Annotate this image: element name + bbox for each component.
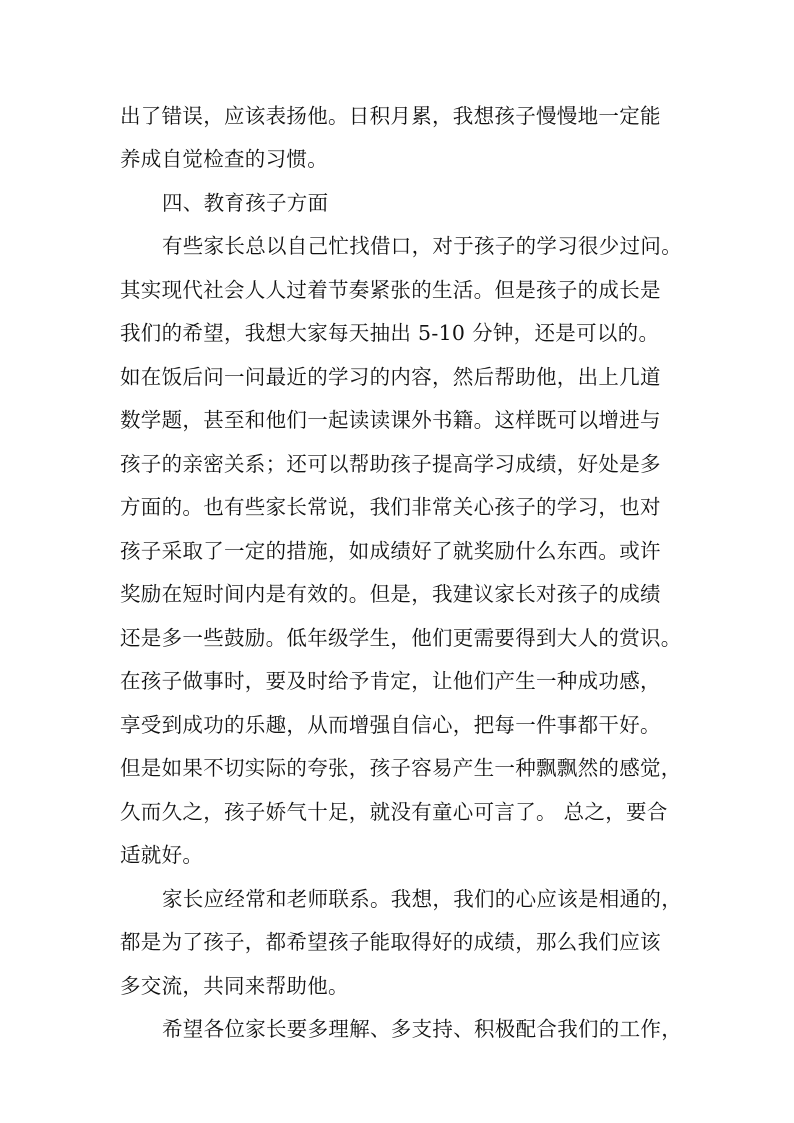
- body-line: 奖励在短时间内是有效的。但是，我建议家长对孩子的成绩: [120, 582, 661, 606]
- body-line: 多交流，共同来帮助他。: [120, 974, 349, 998]
- body-line: 我们的希望，我想大家每天抽出 5-10 分钟，还是可以的。: [120, 321, 660, 345]
- body-line: 出了错误，应该表扬他。日积月累，我想孩子慢慢地一定能: [120, 104, 661, 128]
- body-line: 适就好。: [120, 843, 204, 867]
- paragraph-start-line: 家长应经常和老师联系。我想，我们的心应该是相通的，: [162, 887, 682, 911]
- paragraph-start-line: 有些家长总以自己忙找借口，对于孩子的学习很少过问。: [162, 234, 682, 258]
- body-line: 如在饭后问一问最近的学习的内容，然后帮助他，出上几道: [120, 365, 661, 389]
- paragraph-start-line: 希望各位家长要多理解、多支持、积极配合我们的工作，: [162, 1017, 682, 1041]
- section-heading: 四、教育孩子方面: [162, 191, 329, 215]
- body-line: 数学题，甚至和他们一起读读课外书籍。这样既可以增进与: [120, 408, 661, 432]
- body-line: 都是为了孩子，都希望孩子能取得好的成绩，那么我们应该: [120, 930, 661, 954]
- body-line: 久而久之，孩子娇气十足，就没有童心可言了。 总之，要合: [120, 800, 668, 824]
- body-line: 享受到成功的乐趣，从而增强自信心，把每一件事都干好。: [120, 713, 661, 737]
- body-line: 还是多一些鼓励。低年级学生，他们更需要得到大人的赏识。: [120, 626, 682, 650]
- body-line: 方面的。也有些家长常说，我们非常关心孩子的学习，也对: [120, 495, 661, 519]
- body-line: 孩子的亲密关系；还可以帮助孩子提高学习成绩，好处是多: [120, 452, 661, 476]
- body-line: 孩子采取了一定的措施，如成绩好了就奖励什么东西。或许: [120, 539, 661, 563]
- body-line: 但是如果不切实际的夸张，孩子容易产生一种飘飘然的感觉，: [120, 756, 682, 780]
- body-line: 在孩子做事时，要及时给予肯定，让他们产生一种成功感，: [120, 669, 661, 693]
- body-line: 养成自觉检查的习惯。: [120, 147, 328, 171]
- body-line: 其实现代社会人人过着节奏紧张的生活。但是孩子的成长是: [120, 278, 661, 302]
